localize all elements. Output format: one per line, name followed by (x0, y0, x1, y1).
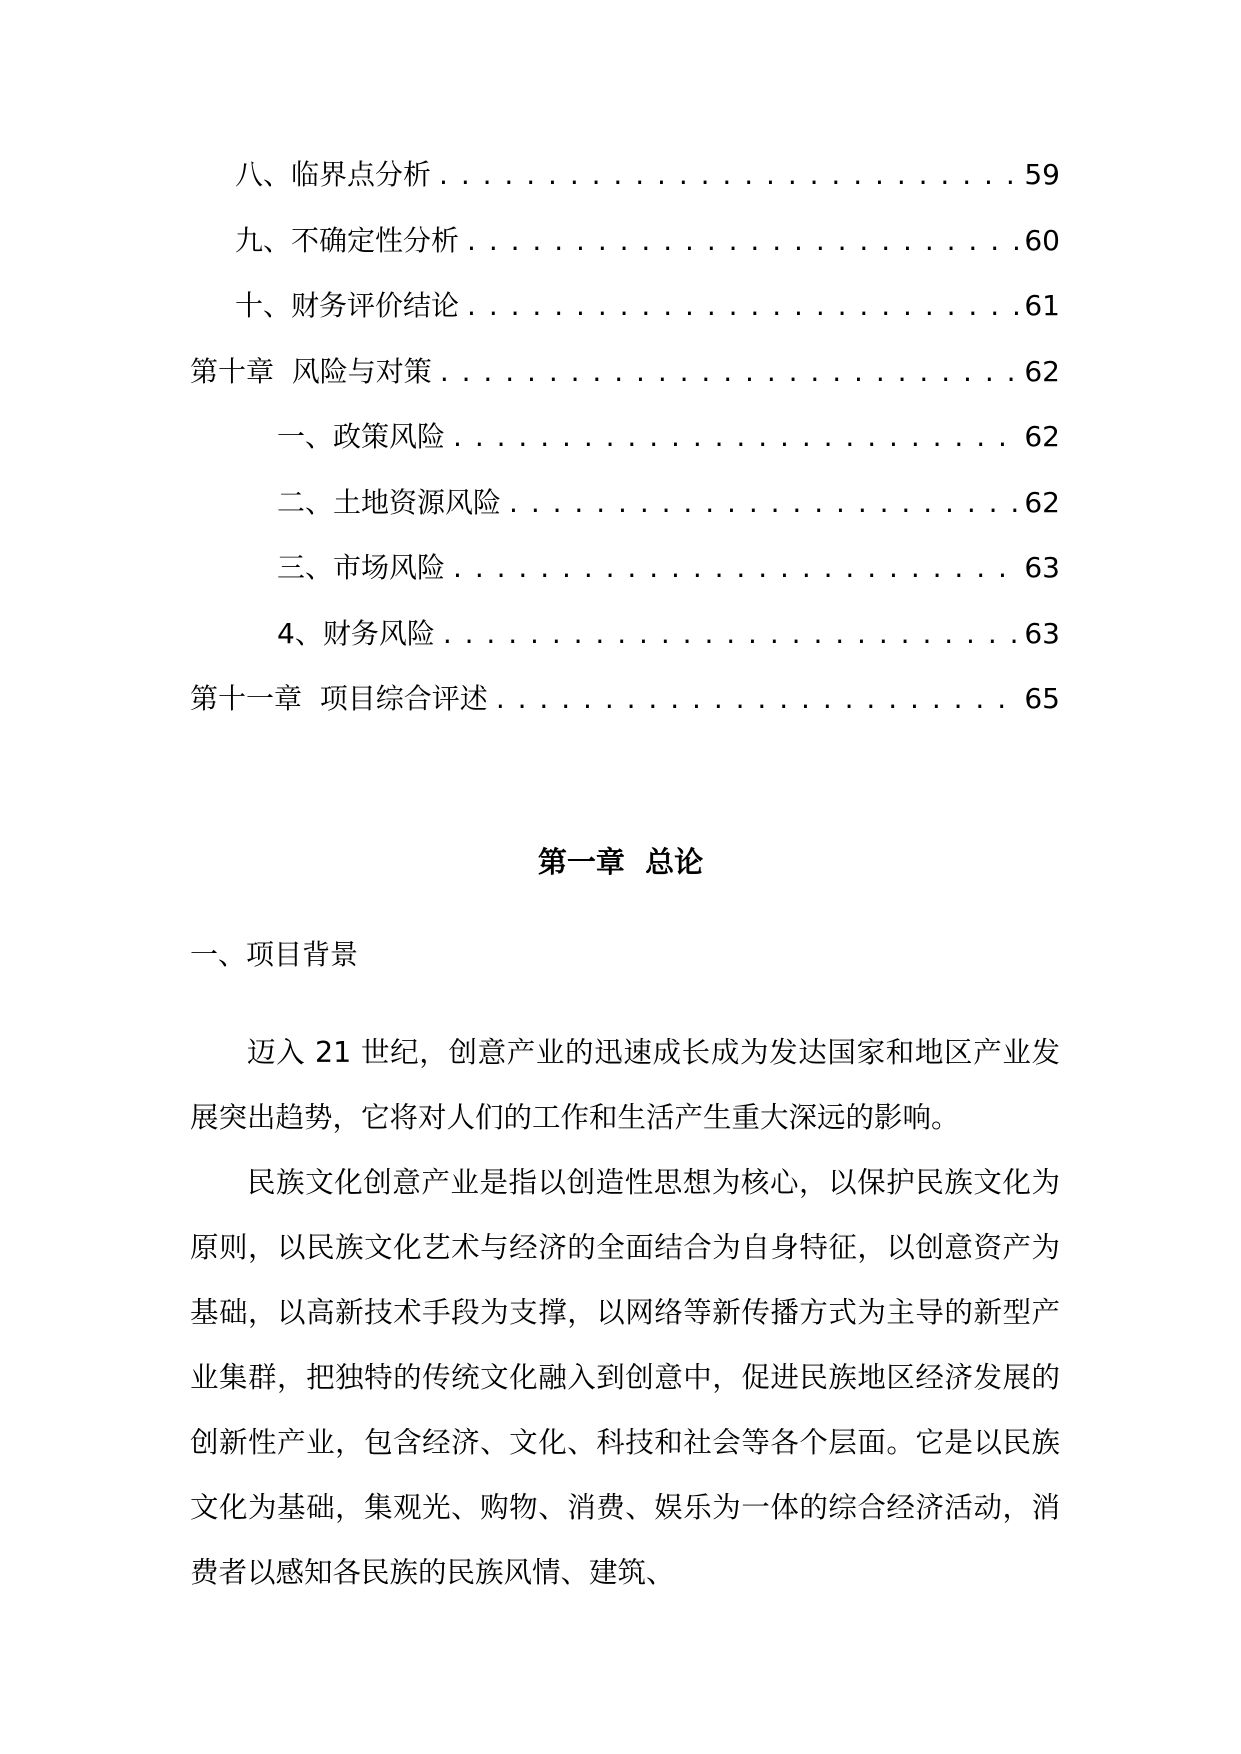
toc-entry-chapter[interactable] (190, 352, 1060, 418)
toc-entry-page: 62 (1024, 485, 1060, 519)
toc-entry-label: 4、财务风险 (277, 616, 435, 650)
toc-entry[interactable] (190, 417, 1060, 483)
toc-entry-label: 十、财务评价结论 (235, 289, 460, 322)
toc-entry-chapter[interactable] (190, 679, 1060, 745)
toc-entry[interactable] (190, 614, 1060, 680)
toc-entry[interactable] (190, 286, 1060, 352)
toc-entry-label: 三、市场风险 (277, 551, 446, 584)
table-of-contents (190, 155, 1060, 745)
toc-leader-dots (439, 155, 1020, 195)
toc-entry-label: 一、政策风险 (277, 420, 446, 453)
toc-entry-page: 60 (1024, 223, 1060, 257)
toc-leader-dots (496, 679, 1021, 719)
toc-leader-dots (509, 483, 1020, 523)
toc-entry-page: 63 (1024, 616, 1060, 650)
toc-entry-page: 65 (1024, 682, 1060, 715)
toc-entry-label: 八、临界点分析 (235, 158, 432, 191)
toc-entry-page: 63 (1024, 551, 1060, 584)
toc-entry[interactable] (190, 221, 1060, 287)
toc-entry-label: 二、土地资源风险 (277, 485, 502, 519)
toc-leader-dots (467, 221, 1020, 261)
toc-entry-page: 62 (1024, 420, 1060, 453)
toc-leader-dots (440, 352, 1021, 392)
toc-entry-page: 62 (1024, 354, 1060, 388)
paragraph: 民族文化创意产业是指以创造性思想为核心，以保护民族文化为原则，以民族文化艺术与经济的全面结合为自身特征，以创意资产为基础，以高新技术手段为支撑，以网络等新传播方式为主导的新型产业集群，把独特的传统文化融入到创意中，促进民族地区经济发展的创新性产业，包含经济、文化、科技和社会等各个层面。它是以民族文化为基础，集观光、购物、消费、娱乐为一体的综合经济活动，消费者以感知各民族的民族风情、建筑、 (190, 1166, 1060, 1589)
body-text (190, 1020, 1060, 1605)
toc-leader-dots (453, 417, 1020, 457)
toc-entry-page: 59 (1024, 158, 1060, 191)
toc-entry[interactable] (190, 155, 1060, 221)
toc-leader-dots (443, 614, 1021, 654)
paragraph: 迈入 21 世纪，创意产业的迅速成长成为发达国家和地区产业发展突出趋势，它将对人们的工作和生活产生重大深远的影响。 (190, 1036, 1060, 1134)
chapter-title: 第一章 总论 (537, 845, 704, 879)
section-heading: 一、项目背景 (190, 938, 359, 971)
toc-entry[interactable] (190, 483, 1060, 549)
toc-entry-label: 第十一章 项目综合评述 (190, 682, 488, 715)
toc-leader-dots (453, 548, 1020, 588)
toc-leader-dots (467, 286, 1020, 326)
toc-entry-label: 第十章 风险与对策 (190, 354, 432, 388)
toc-entry-label: 九、不确定性分析 (235, 223, 460, 257)
toc-entry[interactable] (190, 548, 1060, 614)
toc-entry-page: 61 (1024, 289, 1060, 322)
